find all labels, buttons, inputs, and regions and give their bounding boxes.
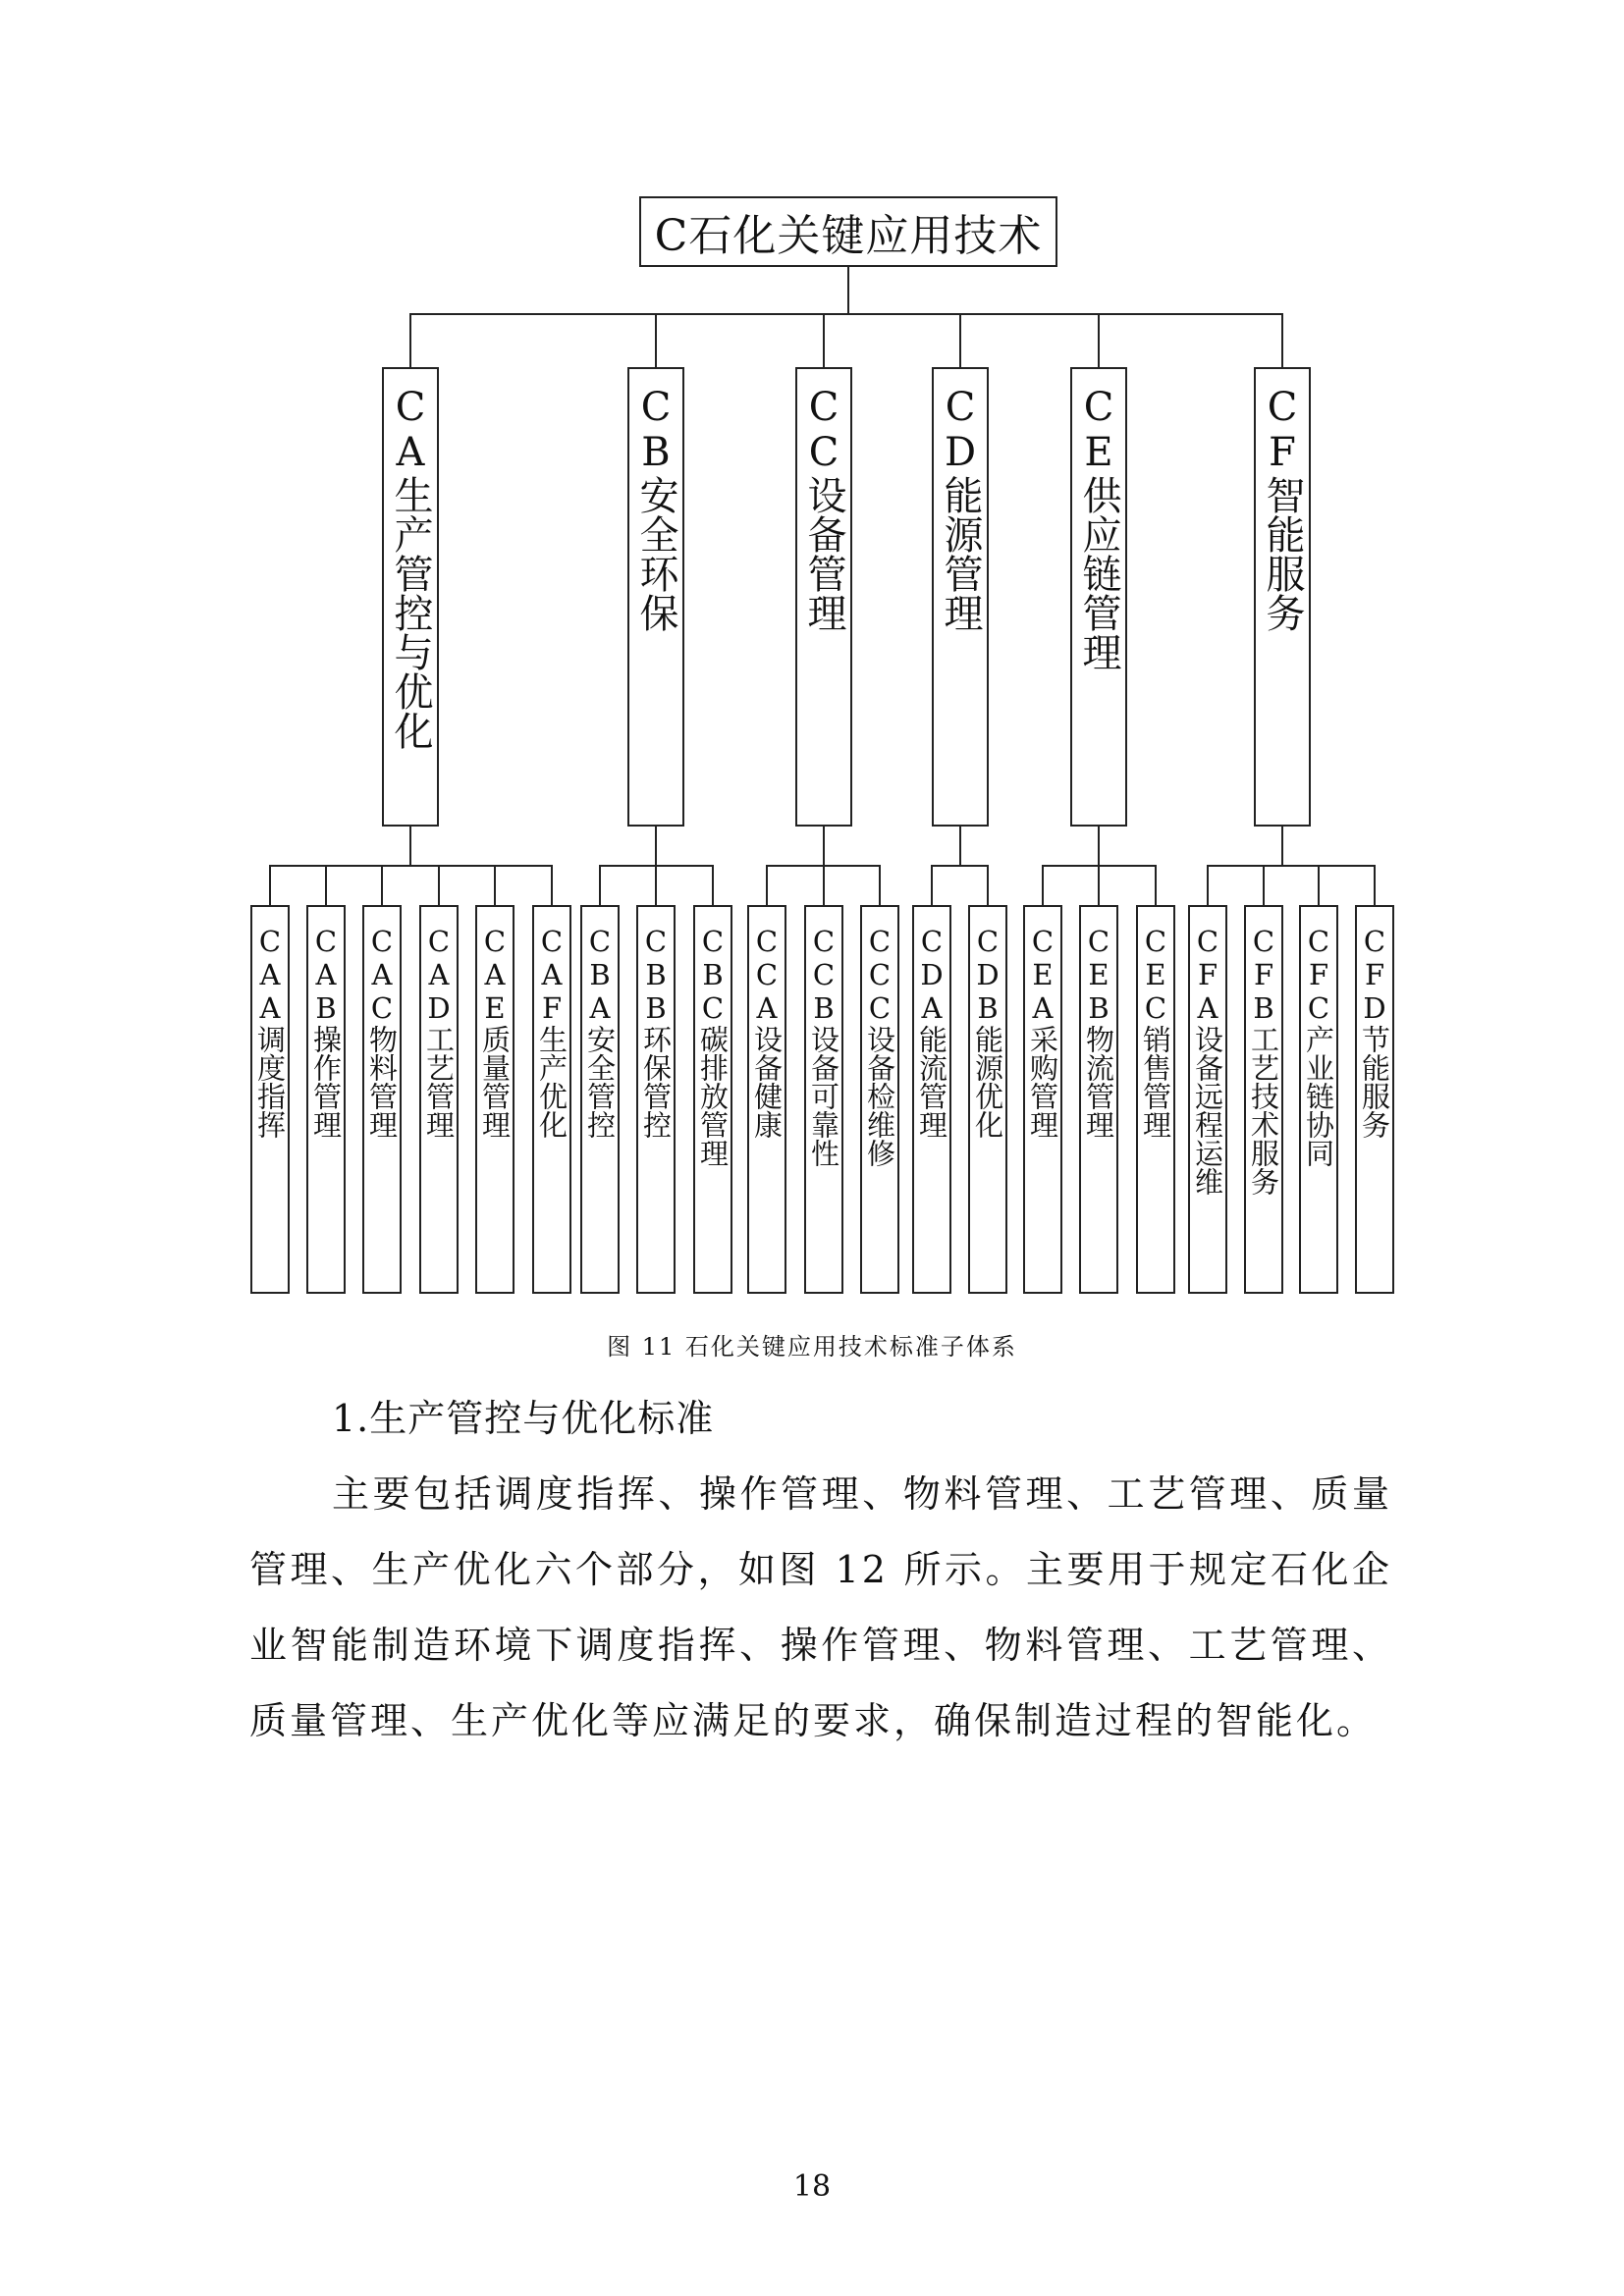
leaf-node <box>1244 905 1283 1294</box>
leaf-node <box>804 905 843 1294</box>
connector-drop <box>712 865 714 905</box>
leaf-node <box>362 905 402 1294</box>
leaf-node-label: CFB工艺技术服务 <box>1247 925 1280 1196</box>
leaf-node-label: CEB物流管理 <box>1082 925 1115 1139</box>
connector-drop <box>325 865 327 905</box>
leaf-node-label: CBA安全管控 <box>583 925 617 1139</box>
leaf-node-label: CAE质量管理 <box>478 925 512 1139</box>
group-node-cc <box>795 367 852 827</box>
connector-drop <box>1042 865 1044 905</box>
group-node-label: CC设备管理 <box>801 385 846 632</box>
group-node-ce <box>1070 367 1127 827</box>
leaf-node <box>912 905 951 1294</box>
group-node-cb <box>627 367 684 827</box>
section-heading: 1.生产管控与优化标准 <box>332 1397 715 1440</box>
leaf-node <box>1136 905 1175 1294</box>
root-node <box>639 196 1057 267</box>
leaf-node <box>693 905 732 1294</box>
connector-drop <box>1374 865 1376 905</box>
leaf-node <box>1188 905 1227 1294</box>
leaf-node <box>306 905 346 1294</box>
connector-drop <box>987 865 989 905</box>
leaf-node-label: CAC物料管理 <box>365 925 399 1139</box>
leaf-node <box>1355 905 1394 1294</box>
leaf-node <box>250 905 290 1294</box>
connector-drop <box>823 865 825 905</box>
connector-drop <box>879 865 881 905</box>
leaf-node-label: CAD工艺管理 <box>422 925 456 1139</box>
leaf-node <box>636 905 676 1294</box>
connector-cf-down <box>1281 827 1283 866</box>
connector-drop <box>494 865 496 905</box>
leaf-node-label: CAA调度指挥 <box>253 925 287 1139</box>
figure-caption: 图 11 石化关键应用技术标准子体系 <box>607 1333 1017 1361</box>
connector-drop <box>381 865 383 905</box>
root-node-label: C石化关键应用技术 <box>654 211 1043 261</box>
leaf-node <box>1299 905 1338 1294</box>
group-node-label: CA生产管控与优化 <box>388 385 433 750</box>
leaf-node-label: CDB能源优化 <box>971 925 1004 1139</box>
group-node-label: CB安全环保 <box>633 385 678 632</box>
connector-ca-down <box>409 827 411 866</box>
leaf-node-label: CFC产业链协同 <box>1302 925 1335 1167</box>
leaf-node <box>580 905 620 1294</box>
connector-drop <box>1155 865 1157 905</box>
connector-root-down <box>847 267 849 314</box>
connector-drop <box>1318 865 1320 905</box>
connector-drop <box>931 865 933 905</box>
connector-cf-bar <box>1207 865 1375 867</box>
connector-ce-down <box>1098 827 1100 866</box>
connector-cc-up <box>823 313 825 367</box>
connector-drop <box>1098 865 1100 905</box>
leaf-node-label: CCB设备可靠性 <box>807 925 840 1167</box>
leaf-node-label: CCC设备检维修 <box>863 925 896 1167</box>
connector-ca-up <box>409 313 411 367</box>
connector-drop <box>551 865 553 905</box>
leaf-node <box>475 905 514 1294</box>
connector-drop <box>655 865 657 905</box>
leaf-node-label: CEA采购管理 <box>1026 925 1059 1139</box>
connector-drop <box>269 865 271 905</box>
group-node-ca <box>382 367 439 827</box>
leaf-node-label: CFA设备远程运维 <box>1191 925 1224 1196</box>
connector-cb-up <box>655 313 657 367</box>
page-number: 18 <box>792 2169 832 2204</box>
connector-drop <box>1207 865 1209 905</box>
leaf-node-label: CDA能流管理 <box>915 925 948 1139</box>
leaf-node <box>860 905 899 1294</box>
connector-cb-down <box>655 827 657 866</box>
leaf-node-label: CEC销售管理 <box>1139 925 1172 1139</box>
leaf-node-label: CAF生产优化 <box>535 925 568 1139</box>
connector-cd-bar <box>931 865 988 867</box>
connector-drop <box>599 865 601 905</box>
connector-ca-bar <box>269 865 552 867</box>
leaf-node-label: CBB环保管控 <box>639 925 673 1139</box>
leaf-node <box>532 905 571 1294</box>
leaf-node <box>747 905 786 1294</box>
leaf-node-label: CCA设备健康 <box>750 925 784 1139</box>
connector-drop <box>438 865 440 905</box>
group-node-label: CE供应链管理 <box>1076 385 1121 671</box>
group-node-cf <box>1254 367 1311 827</box>
group-node-cd <box>932 367 989 827</box>
leaf-node <box>1023 905 1062 1294</box>
connector-cd-down <box>959 827 961 866</box>
leaf-node <box>419 905 459 1294</box>
connector-drop <box>1263 865 1265 905</box>
leaf-node-label: CAB操作管理 <box>309 925 343 1139</box>
body-paragraph: 主要包括调度指挥、操作管理、物料管理、工艺管理、质量管理、生产优化六个部分，如图 12 所示。主要用于规定石化企业智能制造环境下调度指挥、操作管理、物料管理、工艺管理、质量管理、生产优化等应满足的要求，确保制造过程的智能化。 <box>249 1472 1392 1742</box>
leaf-node <box>968 905 1007 1294</box>
leaf-node <box>1079 905 1118 1294</box>
group-node-label: CF智能服务 <box>1260 385 1305 632</box>
connector-cd-up <box>959 313 961 367</box>
leaf-node-label: CFD节能服务 <box>1358 925 1391 1139</box>
connector-ce-up <box>1098 313 1100 367</box>
connector-level1-bar <box>409 313 1283 315</box>
connector-cc-down <box>823 827 825 866</box>
connector-drop <box>766 865 768 905</box>
group-node-label: CD能源管理 <box>938 385 983 632</box>
leaf-node-label: CBC碳排放管理 <box>696 925 730 1167</box>
connector-cf-up <box>1281 313 1283 367</box>
